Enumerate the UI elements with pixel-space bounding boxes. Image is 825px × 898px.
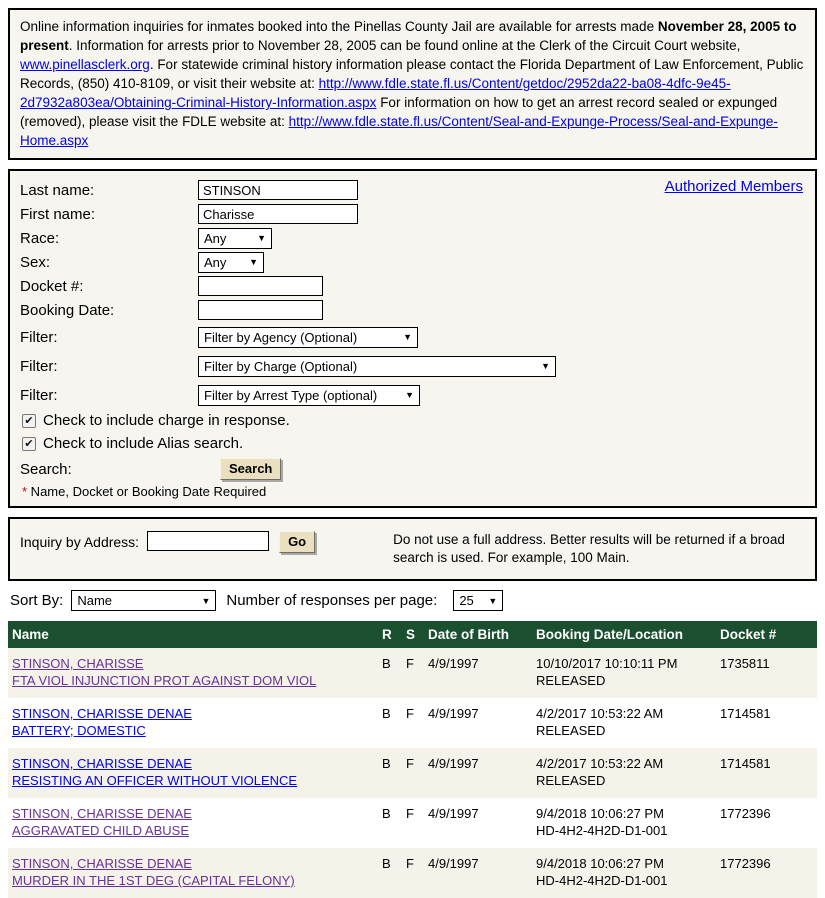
info-text-1: Online information inquiries for inmates booked into the Pinellas County Jail are available for arrests made <box>20 19 658 34</box>
sort-by-select[interactable] <box>71 590 216 611</box>
dob-cell: 4/9/1997 <box>424 748 532 798</box>
race-select[interactable] <box>198 228 272 249</box>
sex-cell: F <box>402 648 424 698</box>
results-header-row <box>8 621 817 648</box>
column-header-race: R <box>378 621 402 648</box>
column-header-dob: Date of Birth <box>424 621 532 648</box>
booking-cell <box>532 698 716 748</box>
include-charge-label: Check to include charge in response. <box>43 412 290 429</box>
booking-location: RELEASED <box>536 773 606 788</box>
include-charge-checkbox[interactable] <box>22 414 36 428</box>
info-text-4: For information on how to get an arrest record sealed or expunged (removed), please visit the FDLE website at: <box>20 95 778 129</box>
inquiry-address-input[interactable] <box>147 531 269 551</box>
booking-location: HD-4H2-4H2D-D1-001 <box>536 823 668 838</box>
sex-select[interactable] <box>198 252 264 273</box>
first-name-label: First name: <box>20 205 96 223</box>
sex-row <box>20 251 805 273</box>
booking-location: RELEASED <box>536 673 606 688</box>
booking-datetime: 9/4/2018 10:06:27 PM <box>536 806 664 821</box>
race-cell: B <box>378 748 402 798</box>
dob-cell: 4/9/1997 <box>428 706 479 721</box>
chevron-down-icon: ▼ <box>249 257 258 267</box>
sex-cell: F <box>406 706 414 721</box>
name-charge-cell <box>8 748 378 798</box>
race-cell: B <box>382 706 391 721</box>
dob-cell: 4/9/1997 <box>424 848 532 898</box>
per-page-label: Number of responses per page: <box>226 592 438 609</box>
inmate-name-link[interactable]: STINSON, CHARISSE <box>12 656 144 671</box>
inquiry-address-label: Inquiry by Address: <box>20 534 140 550</box>
inmate-charge-link[interactable]: MURDER IN THE 1ST DEG (CAPITAL FELONY) <box>12 873 295 888</box>
inquiry-by-address-box <box>8 517 817 581</box>
sort-by-label: Sort By: <box>10 592 64 609</box>
race-cell: B <box>382 806 391 821</box>
search-button[interactable]: Search <box>220 458 281 480</box>
pinellasclerk-link[interactable]: www.pinellasclerk.org <box>20 57 150 72</box>
column-header-docket: Docket # <box>716 621 817 648</box>
race-cell: B <box>378 848 402 898</box>
name-charge-cell <box>8 698 378 748</box>
inquiry-address-note: Do not use a full address. Better results will be returned if a broad search is used. For example, 100 Main. <box>393 532 785 565</box>
per-page-selected-value: 25 <box>459 593 474 608</box>
booking-date-label: Booking Date: <box>20 301 115 319</box>
sex-cell: F <box>406 806 414 821</box>
inmate-charge-link[interactable]: RESISTING AN OFFICER WITHOUT VIOLENCE <box>12 773 298 788</box>
inmate-charge-link[interactable]: AGGRAVATED CHILD ABUSE <box>12 823 189 838</box>
inmate-charge-link[interactable]: FTA VIOL INJUNCTION PROT AGAINST DOM VIOL <box>12 673 317 688</box>
sort-by-selected-value: Name <box>77 593 113 608</box>
booking-location: RELEASED <box>536 723 606 738</box>
table-row <box>8 748 817 798</box>
race-cell: B <box>378 648 402 698</box>
info-bold-date-range: November 28, 2005 to present <box>20 19 797 53</box>
jail-info-notice <box>8 8 817 160</box>
table-row <box>8 798 817 848</box>
sex-cell: F <box>402 748 424 798</box>
authorized-members-link[interactable]: Authorized Members <box>664 178 803 195</box>
booking-cell <box>532 748 716 798</box>
booking-datetime: 10/10/2017 10:10:11 PM <box>536 656 678 671</box>
first-name-input[interactable] <box>198 204 358 224</box>
filter-charge-row <box>20 355 805 377</box>
chevron-down-icon: ▼ <box>403 332 412 342</box>
table-row <box>8 648 817 698</box>
docket-input[interactable] <box>198 276 323 296</box>
sex-selected-value: Any <box>204 254 227 270</box>
column-header-name: Name <box>8 621 378 648</box>
inmate-charge-link[interactable]: BATTERY; DOMESTIC <box>12 723 146 738</box>
chevron-down-icon: ▼ <box>201 595 211 606</box>
include-charge-row <box>20 412 805 429</box>
inmate-name-link[interactable]: STINSON, CHARISSE DENAE <box>12 706 192 721</box>
info-text-3: . For statewide criminal history information please contact the Florida Department of Law Enforcement, Public Records, (850) 410-8109, or visit their website at: <box>20 57 804 91</box>
required-note-text: Name, Docket or Booking Date Required <box>27 484 267 499</box>
sex-label: Sex: <box>20 253 51 271</box>
race-row <box>20 227 805 249</box>
inmate-name-link[interactable]: STINSON, CHARISSE DENAE <box>12 856 192 871</box>
chevron-down-icon: ▼ <box>257 233 266 243</box>
include-alias-row <box>20 435 805 452</box>
fdle-seal-expunge-link[interactable]: http://www.fdle.state.fl.us/Content/Seal-and-Expunge-Process/Seal-and-Expunge-Home.aspx <box>20 114 778 148</box>
first-name-row <box>20 203 805 225</box>
filter-agency-label: Filter: <box>20 328 58 346</box>
booking-date-input[interactable] <box>198 300 323 320</box>
race-selected-value: Any <box>204 230 227 246</box>
docket-row <box>20 275 805 297</box>
filter-agency-selected-value: Filter by Agency (Optional) <box>204 329 358 345</box>
results-table <box>8 621 817 898</box>
inmate-name-link[interactable]: STINSON, CHARISSE DENAE <box>12 756 192 771</box>
include-alias-checkbox[interactable] <box>22 437 36 451</box>
docket-cell: 1714581 <box>716 748 817 798</box>
docket-label: Docket #: <box>20 277 84 295</box>
booking-cell <box>532 848 716 898</box>
inmate-name-link[interactable]: STINSON, CHARISSE DENAE <box>12 806 192 821</box>
docket-cell: 1714581 <box>720 706 771 721</box>
booking-location: HD-4H2-4H2D-D1-001 <box>536 873 668 888</box>
booking-date-row <box>20 299 805 321</box>
last-name-input[interactable] <box>198 180 358 200</box>
last-name-label: Last name: <box>20 181 95 199</box>
search-label: Search: <box>20 460 72 478</box>
booking-datetime: 4/2/2017 10:53:22 AM <box>536 706 664 721</box>
dob-cell: 4/9/1997 <box>424 648 532 698</box>
column-header-booking: Booking Date/Location <box>532 621 716 648</box>
search-row <box>20 458 805 480</box>
table-row <box>8 848 817 898</box>
results-controls <box>10 590 817 611</box>
sex-cell: F <box>402 848 424 898</box>
chevron-down-icon: ▼ <box>541 361 550 371</box>
docket-cell: 1735811 <box>716 648 817 698</box>
per-page-select[interactable] <box>453 590 503 611</box>
info-text-2: . Information for arrests prior to November 28, 2005 can be found online at the Clerk of the Circuit Court website, <box>68 38 741 53</box>
fdle-criminal-history-link[interactable]: http://www.fdle.state.fl.us/Content/getdoc/2952da22-ba08-4dfc-9e45-2d7932a803ea/Obtaining-Criminal-History-Information.aspx <box>20 76 731 110</box>
chevron-down-icon: ▼ <box>488 595 498 606</box>
column-header-sex: S <box>402 621 424 648</box>
booking-datetime: 9/4/2018 10:06:27 PM <box>536 856 664 871</box>
booking-datetime: 4/2/2017 10:53:22 AM <box>536 756 664 771</box>
filter-agency-row <box>20 326 805 348</box>
go-button[interactable]: Go <box>279 531 315 553</box>
filter-arrest-type-select[interactable] <box>198 385 420 406</box>
required-asterisk: * <box>22 484 28 499</box>
filter-charge-select[interactable] <box>198 356 556 377</box>
filter-arrest-type-label: Filter: <box>20 386 58 404</box>
docket-cell: 1772396 <box>716 848 817 898</box>
name-charge-cell <box>8 798 378 848</box>
include-alias-label: Check to include Alias search. <box>43 435 244 452</box>
filter-agency-select[interactable] <box>198 327 418 348</box>
docket-cell: 1772396 <box>720 806 771 821</box>
name-charge-cell <box>8 848 378 898</box>
table-row <box>8 698 817 748</box>
booking-cell <box>532 798 716 848</box>
inmate-search-form <box>8 169 817 508</box>
name-charge-cell <box>8 648 378 698</box>
required-note <box>22 484 805 499</box>
filter-charge-selected-value: Filter by Charge (Optional) <box>204 358 358 374</box>
chevron-down-icon: ▼ <box>405 390 414 400</box>
filter-arrest-type-row <box>20 384 805 406</box>
filter-charge-label: Filter: <box>20 357 58 375</box>
dob-cell: 4/9/1997 <box>428 806 479 821</box>
race-label: Race: <box>20 229 60 247</box>
booking-cell <box>532 648 716 698</box>
filter-arrest-type-selected-value: Filter by Arrest Type (optional) <box>204 387 378 403</box>
